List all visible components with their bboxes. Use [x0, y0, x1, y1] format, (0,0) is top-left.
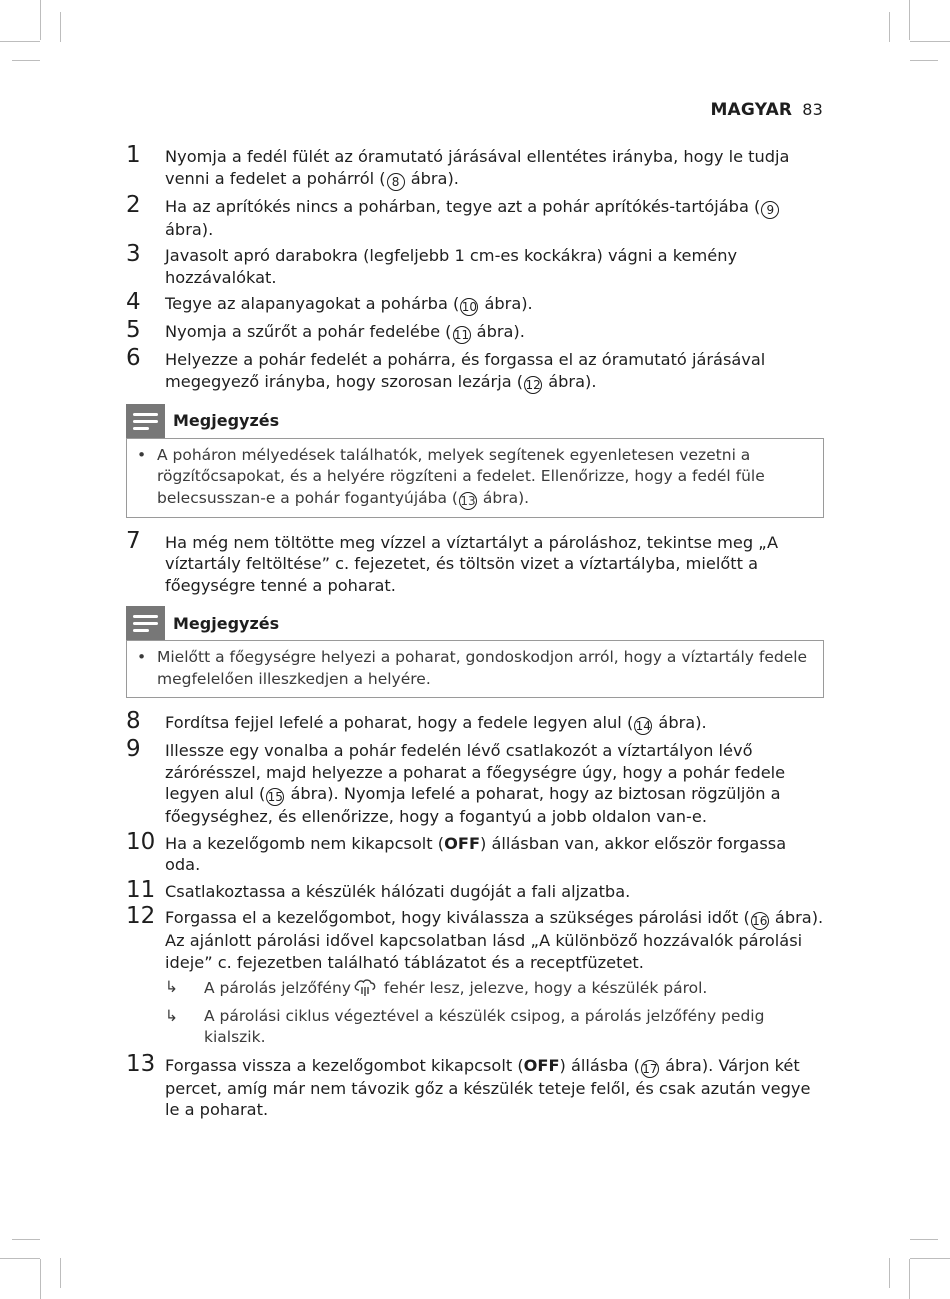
step — [126, 736, 824, 828]
crop-mark — [0, 1258, 40, 1259]
step — [126, 289, 824, 316]
page-number: 83 — [802, 100, 823, 119]
figure-ref: 14 — [635, 719, 651, 733]
crop-mark — [910, 41, 950, 42]
text-span: Ha az aprítókés nincs a pohárban, tegye azt a pohár aprítókés-tartójába ( — [165, 196, 761, 216]
instructions — [126, 142, 824, 1126]
step — [126, 527, 824, 597]
step-number: 11 — [126, 876, 156, 903]
figure-ref: 8 — [387, 173, 405, 191]
step-text — [165, 196, 824, 241]
note-text — [157, 445, 811, 510]
step-text — [165, 349, 824, 394]
step — [126, 142, 824, 191]
figure-ref: 15 — [267, 790, 283, 804]
crop-mark — [910, 60, 938, 61]
result-arrow: ↳ — [165, 978, 178, 996]
text-span: Ha még nem töltötte meg vízzel a víztartályt a pároláshoz, tekintse meg „A víztartály feltöltése” c. fejezetet, és töltsön vizet a víztartályba, mielőtt a főegységre tenné a poharat. — [165, 532, 779, 595]
crop-mark — [0, 41, 40, 42]
crop-mark — [909, 0, 910, 40]
text-span: fehér lesz, jelezve, hogy a készülék párol. — [378, 979, 708, 997]
result-item — [165, 977, 824, 1000]
figure-ref: 9 — [761, 201, 779, 219]
list-item — [137, 445, 811, 510]
text-span: ábra). Az ajánlott párolási idővel kapcsolatban lásd „A különböző hozzávalók párolási ideje” c. fejezetben található táblázatot és a receptfüzetet. — [165, 908, 824, 972]
step-number: 13 — [126, 1050, 156, 1077]
step-number: 7 — [126, 527, 141, 554]
step — [126, 828, 824, 876]
text-span: Fordítsa fejjel lefelé a poharat, hogy a fedele legyen alul ( — [165, 713, 634, 732]
text-span: Javasolt apró darabokra (legfeljebb 1 cm-es kockákra) vágni a kemény hozzávalókat. — [165, 246, 738, 287]
step — [126, 191, 824, 241]
text-span: ) állásban van, akkor először forgassa oda. — [165, 833, 787, 874]
step-number: 1 — [126, 142, 141, 168]
step-number: 12 — [126, 903, 156, 929]
text-span: ábra). — [477, 488, 530, 507]
text-span: ábra). — [165, 219, 214, 239]
note-title: Megjegyzés — [173, 411, 280, 430]
text-span: ábra). — [471, 322, 525, 341]
text-span: ábra). Nyomja lefelé a poharat, hogy az biztosan rögzüljön a főegységhez, és ellenőrizze, hogy a fogantyú a jobb oldalon van-e. — [165, 784, 781, 826]
crop-mark — [12, 1239, 40, 1240]
note-box — [126, 438, 824, 518]
step-number: 10 — [126, 828, 156, 855]
crop-mark — [40, 0, 41, 40]
text-span: Illessze egy vonalba a pohár fedelén lévő csatlakozót a víztartályon lévő zárórésszel, majd helyezze a poharat a főegységre úgy, hogy a pohár fedele legyen alul ( — [165, 741, 786, 803]
figure-ref: 16 — [752, 914, 768, 928]
step — [126, 876, 824, 903]
text-span: ábra). — [653, 713, 707, 732]
step — [126, 903, 824, 973]
text-span: Ha a kezelőgomb nem kikapcsolt ( — [165, 833, 445, 853]
step-text — [165, 532, 824, 597]
text-span: Forgassa vissza a kezelőgombot kikapcsolt ( — [165, 1055, 524, 1075]
step — [126, 241, 824, 288]
result-text — [204, 977, 707, 1000]
text-span: ábra). — [479, 294, 533, 313]
step-number: 4 — [126, 289, 141, 315]
crop-mark — [889, 1258, 890, 1288]
step-text — [165, 146, 824, 191]
note-header — [126, 404, 824, 438]
result-arrow: ↳ — [165, 1006, 178, 1025]
list-item — [137, 647, 811, 690]
figure-ref: 10 — [461, 300, 477, 314]
step-text — [165, 245, 824, 288]
text-span: Csatlakoztassa a készülék hálózati dugóját a fali aljzatba. — [165, 881, 631, 901]
step-text — [165, 321, 824, 344]
step — [126, 317, 824, 344]
note-icon — [126, 606, 165, 640]
step — [126, 345, 824, 394]
crop-mark — [910, 1258, 950, 1259]
step-text — [165, 907, 824, 973]
step-number: 8 — [126, 708, 141, 734]
step-number: 5 — [126, 317, 141, 343]
note-icon — [126, 404, 165, 438]
step-number: 9 — [126, 736, 141, 762]
text-span: ) állásba ( — [559, 1055, 640, 1075]
step-number: 2 — [126, 191, 141, 218]
figure-ref: 17 — [642, 1061, 658, 1076]
result-text: A párolási ciklus végeztével a készülék csipog, a párolás jelzőfény pedig kialszik. — [204, 1006, 765, 1046]
crop-mark — [60, 1258, 61, 1288]
step-text — [165, 712, 824, 735]
figure-ref: 12 — [525, 377, 541, 392]
text-span: A párolás jelzőfény — [204, 979, 351, 997]
step-number: 6 — [126, 345, 141, 371]
result-item — [165, 1006, 824, 1049]
off-label: OFF — [444, 833, 481, 853]
text-span: ábra). — [405, 168, 459, 188]
page-header — [710, 100, 823, 120]
crop-mark — [12, 60, 40, 61]
steam-indicator-icon — [353, 977, 377, 997]
note-header — [126, 606, 824, 640]
note-block — [126, 606, 824, 698]
step-text — [165, 293, 824, 316]
crop-mark — [60, 12, 61, 42]
note-text: Mielőtt a főegységre helyezi a poharat, gondoskodjon arról, hogy a víztartály fedele megfelelően illeszkedjen a helyére. — [157, 648, 808, 688]
text-span: Nyomja a fedél fülét az óramutató járásával ellentétes irányba, hogy le tudja venni a fedelet a pohárról ( — [165, 147, 790, 188]
text-span: Nyomja a szűrőt a pohár fedelébe ( — [165, 322, 452, 341]
text-span: ábra). — [543, 371, 597, 391]
text-span: Tegye az alapanyagokat a pohárba ( — [165, 294, 460, 313]
text-span: A poháron mélyedések találhatók, melyek segítenek egyenletesen vezetni a rögzítőcsapokat, és a helyére rögzíteni a fedelet. Ellenőrizze, hogy a fedél füle belecsusszan-e a pohár fogantyújába ( — [157, 445, 765, 507]
language-label: MAGYAR — [710, 100, 793, 120]
step — [126, 1050, 824, 1121]
note-block — [126, 404, 824, 518]
crop-mark — [889, 12, 890, 42]
step-text — [165, 1055, 824, 1121]
figure-ref: 13 — [460, 493, 476, 508]
text-span: Helyezze a pohár fedelét a pohárra, és forgassa el az óramutató járásával megegyező irányba, hogy szorosan lezárja ( — [165, 350, 766, 391]
off-label: OFF — [523, 1055, 560, 1075]
bullet: • — [137, 648, 147, 666]
figure-ref: 11 — [453, 328, 470, 342]
step-text — [165, 740, 824, 828]
text-span: ábra). Várjon két percet, amíg már nem távozik gőz a készülék teteje felől, és csak azután vegye le a poharat. — [165, 1055, 811, 1119]
crop-mark — [909, 1259, 910, 1299]
text-span: Forgassa el a kezelőgombot, hogy kiválassza a szükséges párolási időt ( — [165, 908, 750, 927]
step — [126, 708, 824, 735]
note-title: Megjegyzés — [173, 613, 280, 633]
step-text — [165, 833, 824, 876]
step-text — [165, 881, 824, 903]
crop-mark — [910, 1239, 938, 1240]
step-number: 3 — [126, 241, 141, 267]
bullet: • — [137, 445, 147, 464]
note-box — [126, 640, 824, 698]
crop-mark — [40, 1259, 41, 1299]
